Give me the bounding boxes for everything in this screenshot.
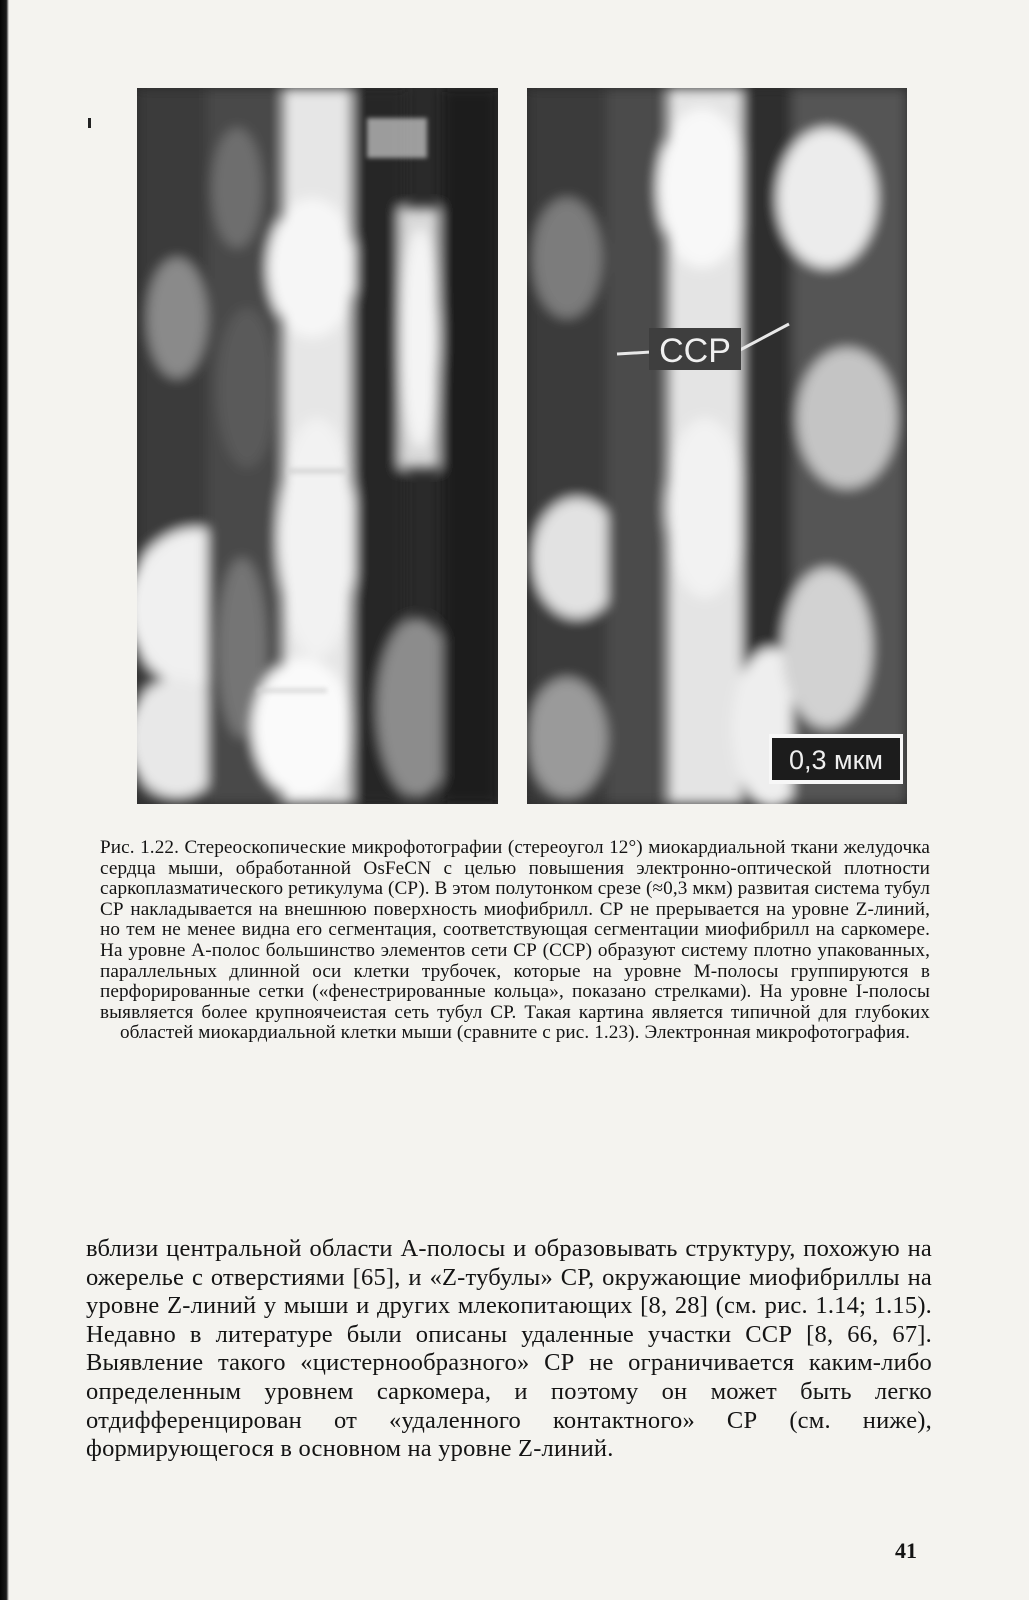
page-number: 41: [895, 1538, 917, 1563]
micrograph-left-image: [137, 88, 498, 804]
figure-caption: Рис. 1.22. Стереоскопические микрофотографии (стереоугол 12°) миокардиальной ткани желудочка сердца мыши, обработанной OsFeCN с целью повышения электронно-оптической плотности саркоплазматического ретикулума (СР). В этом полутонком срезе (≈0,3 мкм) развитая система тубул СР накладывается на внешнюю поверхность миофибрилл. СР не прерывается на уровне Z-линий, но тем не менее видна его сегментация, соответствующая сегментации миофибрилл на саркомере. На уровне А-полос большинство элементов сети СР (ССР) образуют систему плотно упакованных, параллельных длинной оси клетки трубочек, которые на уровне М-полосы группируются в перфорированные сетки («фенестрированные кольца», показано стрелками). На уровне I-полосы выявляется более крупноячеистая сеть тубул СР. Такая картина является типичной для глубоких областей миокардиальной клетки мыши (сравните с рис. 1.23). Электронная микрофотография.: [100, 837, 930, 1044]
scale-bar-label: 0,3 мкм: [789, 745, 883, 775]
page-binding-edge: [0, 0, 9, 1600]
label-pointer-left: [617, 352, 651, 354]
margin-mark: [88, 118, 91, 128]
ssr-label: ССР: [659, 332, 731, 370]
micrograph-right-image: [527, 88, 907, 804]
micrograph-left: [137, 88, 498, 804]
body-paragraph: вблизи центральной области А-полосы и образовывать структуру, похожую на ожерелье с отверстиями [65], и «Z-тубулы» СР, окружающие миофибриллы на уровне Z-линий у мыши и других млекопитающих [8, 28] (см. рис. 1.14; 1.15). Недавно в литературе были описаны удаленные участки ССР [8, 66, 67]. Выявление такого «цистернообразного» СР не ограничивается каким-либо определенным уровнем саркомера, и поэтому он может быть легко отдифференцирован от «удаленного контактного» СР (см. ниже), формирующегося в основном на уровне Z-линий.: [86, 1235, 932, 1463]
micrograph-right: [527, 88, 907, 804]
